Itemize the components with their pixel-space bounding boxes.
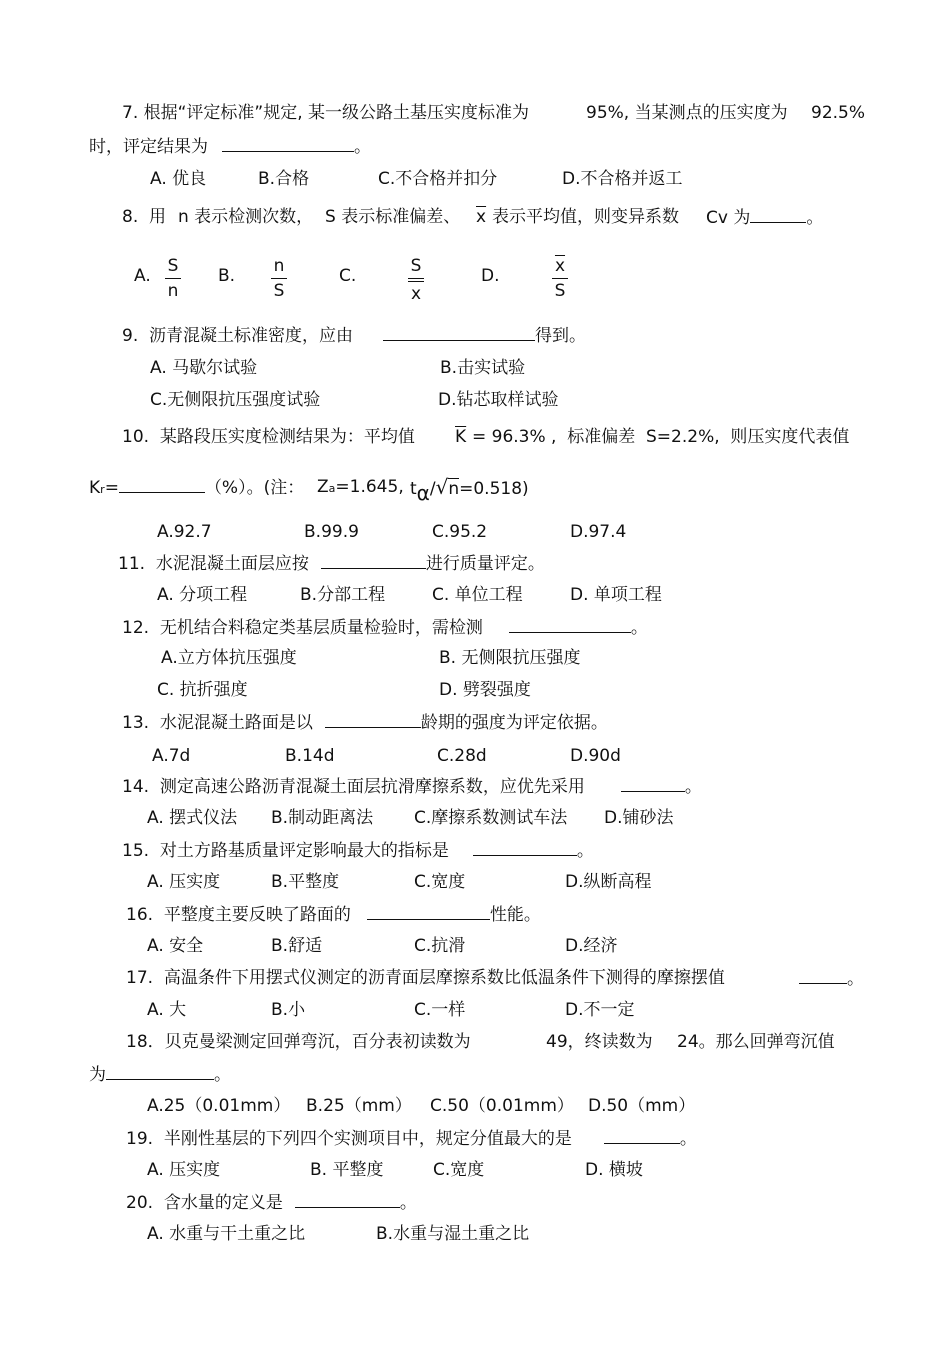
q7-value-standard: 95%, 当某测点的压实度为 — [586, 103, 788, 123]
answer-blank — [119, 477, 205, 493]
q18-line2: 为 。 — [89, 1065, 231, 1085]
option-d-label: D. — [481, 266, 500, 286]
option-c: C. 单位工程 — [432, 585, 523, 605]
q9-text: 9. 沥青混凝土标准密度，应由 得到。 — [122, 326, 587, 346]
option-d: D.钻芯取样试验 — [438, 390, 559, 410]
option-a: A. 分项工程 — [157, 585, 248, 605]
option-b: B.14d — [285, 746, 335, 766]
option-b: B. 平整度 — [310, 1160, 384, 1180]
answer-blank — [750, 207, 806, 223]
option-c: C.摩擦系数测试车法 — [414, 808, 568, 828]
option-b: B.分部工程 — [300, 585, 386, 605]
answer-blank — [367, 904, 490, 920]
option-d: D.90d — [570, 746, 621, 766]
option-d: D.铺砂法 — [604, 808, 674, 828]
answer-blank — [799, 968, 847, 984]
option-b: B.舒适 — [271, 936, 323, 956]
option-d-fraction: $\overline{x}$ S — [550, 256, 570, 301]
option-b: B.99.9 — [304, 522, 359, 542]
option-a: A. 摆式仪法 — [147, 808, 238, 828]
q8-part3: S 表示标准偏差、 — [325, 207, 461, 227]
answer-blank — [383, 325, 535, 341]
q18-text: 18．贝克曼梁测定回弹弯沉，百分表初读数为 — [126, 1032, 471, 1052]
answer-blank — [106, 1064, 214, 1080]
option-d: D. 横坡 — [585, 1160, 643, 1180]
option-b: B.制动距离法 — [271, 808, 374, 828]
q8-part5: 表示平均值，则变异系数 — [492, 207, 679, 227]
q10-text-a: 10. 某路段压实度检测结果为：平均值 — [122, 427, 415, 447]
q12-text: 12. 无机结合料稳定类基层质量检验时，需检测 。 — [122, 618, 648, 638]
q8-xbar: $\overline{x}$ — [476, 207, 487, 227]
option-a: A. 安全 — [147, 936, 204, 956]
q17-text: 17. 高温条件下用摆式仪测定的沥青面层摩擦系数比低温条件下测得的摩擦摆值 — [126, 968, 725, 988]
q13-text: 13. 水泥混凝土路面是以 龄期的强度为评定依据。 — [122, 713, 608, 733]
option-b: B.小 — [271, 1000, 306, 1020]
q10-line2: Kr= （%）。(注： — [89, 478, 305, 498]
option-d: D.97.4 — [570, 522, 627, 542]
option-c: C.不合格并扣分 — [378, 169, 498, 189]
option-a: A.7d — [152, 746, 191, 766]
q14-text: 14. 测定高速公路沥青混凝土面层抗滑摩擦系数，应优先采用 。 — [122, 777, 702, 797]
option-b-label: B. — [218, 266, 236, 286]
option-c: C.宽度 — [414, 872, 466, 892]
answer-blank — [295, 1192, 400, 1208]
option-c: C.宽度 — [433, 1160, 485, 1180]
option-c-fraction: S x — [406, 256, 426, 304]
option-c: C.抗滑 — [414, 936, 466, 956]
q19-text: 19. 半刚性基层的下列四个实测项目中，规定分值最大的是 。 — [126, 1129, 697, 1149]
option-b: B.击实试验 — [440, 358, 526, 378]
answer-blank — [321, 553, 426, 569]
option-a: A.立方体抗压强度 — [161, 648, 297, 668]
option-c: C.95.2 — [432, 522, 488, 542]
option-b: B.平整度 — [271, 872, 340, 892]
option-a: A. 压实度 — [147, 872, 221, 892]
q18-value1: 49，终读数为 — [546, 1032, 653, 1052]
option-a: A. 优良 — [150, 169, 207, 189]
option-b-fraction: n S — [269, 256, 289, 301]
answer-blank — [621, 776, 685, 792]
q10-text-b: = 96.3% , 标准偏差 — [472, 427, 636, 447]
q18-value2: 24。那么回弹弯沉值 — [677, 1032, 835, 1052]
q16-text: 16. 平整度主要反映了路面的 性能。 — [126, 905, 541, 925]
option-b: B.25（mm） — [306, 1096, 412, 1116]
option-d: D.不一定 — [565, 1000, 635, 1020]
q20-text: 20. 含水量的定义是 。 — [126, 1193, 417, 1213]
option-c: C.28d — [437, 746, 487, 766]
option-c-label: C. — [339, 266, 357, 286]
option-a: A. 大 — [147, 1000, 187, 1020]
option-a: A. 水重与干土重之比 — [147, 1224, 306, 1244]
q15-text: 15. 对土方路基质量评定影响最大的指标是 。 — [122, 841, 594, 861]
q8-part2: n 表示检测次数， — [178, 207, 314, 227]
option-c: C.50（0.01mm） — [430, 1096, 574, 1116]
option-d: D. 劈裂强度 — [439, 680, 531, 700]
option-d: D.纵断高程 — [565, 872, 652, 892]
option-b: B. 无侧限抗压强度 — [439, 648, 581, 668]
option-a: A. 压实度 — [147, 1160, 221, 1180]
option-a: A. 马歇尔试验 — [150, 358, 258, 378]
answer-blank — [473, 840, 577, 856]
option-b: B.合格 — [258, 169, 310, 189]
answer-blank — [509, 617, 631, 633]
option-a: A.92.7 — [157, 522, 212, 542]
option-c: C.一样 — [414, 1000, 466, 1020]
option-b: B.水重与湿土重之比 — [376, 1224, 530, 1244]
answer-blank — [222, 136, 354, 152]
option-c: C. 抗折强度 — [157, 680, 248, 700]
q11-text: 11. 水泥混凝土面层应按 进行质量评定。 — [118, 554, 545, 574]
q10-t-formula: tα/√n=0.518) — [410, 475, 529, 505]
q10-text-c: S=2.2%, 则压实度代表值 — [646, 427, 850, 447]
q8-part1: 8. 用 — [122, 207, 167, 227]
option-d: D.50（mm） — [588, 1096, 696, 1116]
option-d: D. 单项工程 — [570, 585, 662, 605]
q10-za: Za=1.645, — [317, 477, 404, 497]
option-c: C.无侧限抗压强度试验 — [150, 390, 321, 410]
option-a-label: A. — [134, 266, 151, 286]
q8-part6: Cv 为 。 — [706, 208, 824, 228]
q7-line1: 7. 根据“评定标准”规定, 某一级公路土基压实度标准为 — [122, 103, 530, 123]
q7-line2: 时，评定结果为 。 — [89, 137, 371, 157]
q17-blank: 。 — [799, 968, 864, 989]
option-d: D.经济 — [565, 936, 618, 956]
option-a-fraction: S n — [163, 256, 183, 301]
q10-kbar: $\overline{K}$ — [455, 427, 467, 447]
option-d: D.不合格并返工 — [562, 169, 683, 189]
option-a: A.25（0.01mm） — [147, 1096, 291, 1116]
q7-value-measured: 92.5% — [811, 103, 866, 123]
answer-blank — [604, 1128, 680, 1144]
answer-blank — [325, 712, 421, 728]
